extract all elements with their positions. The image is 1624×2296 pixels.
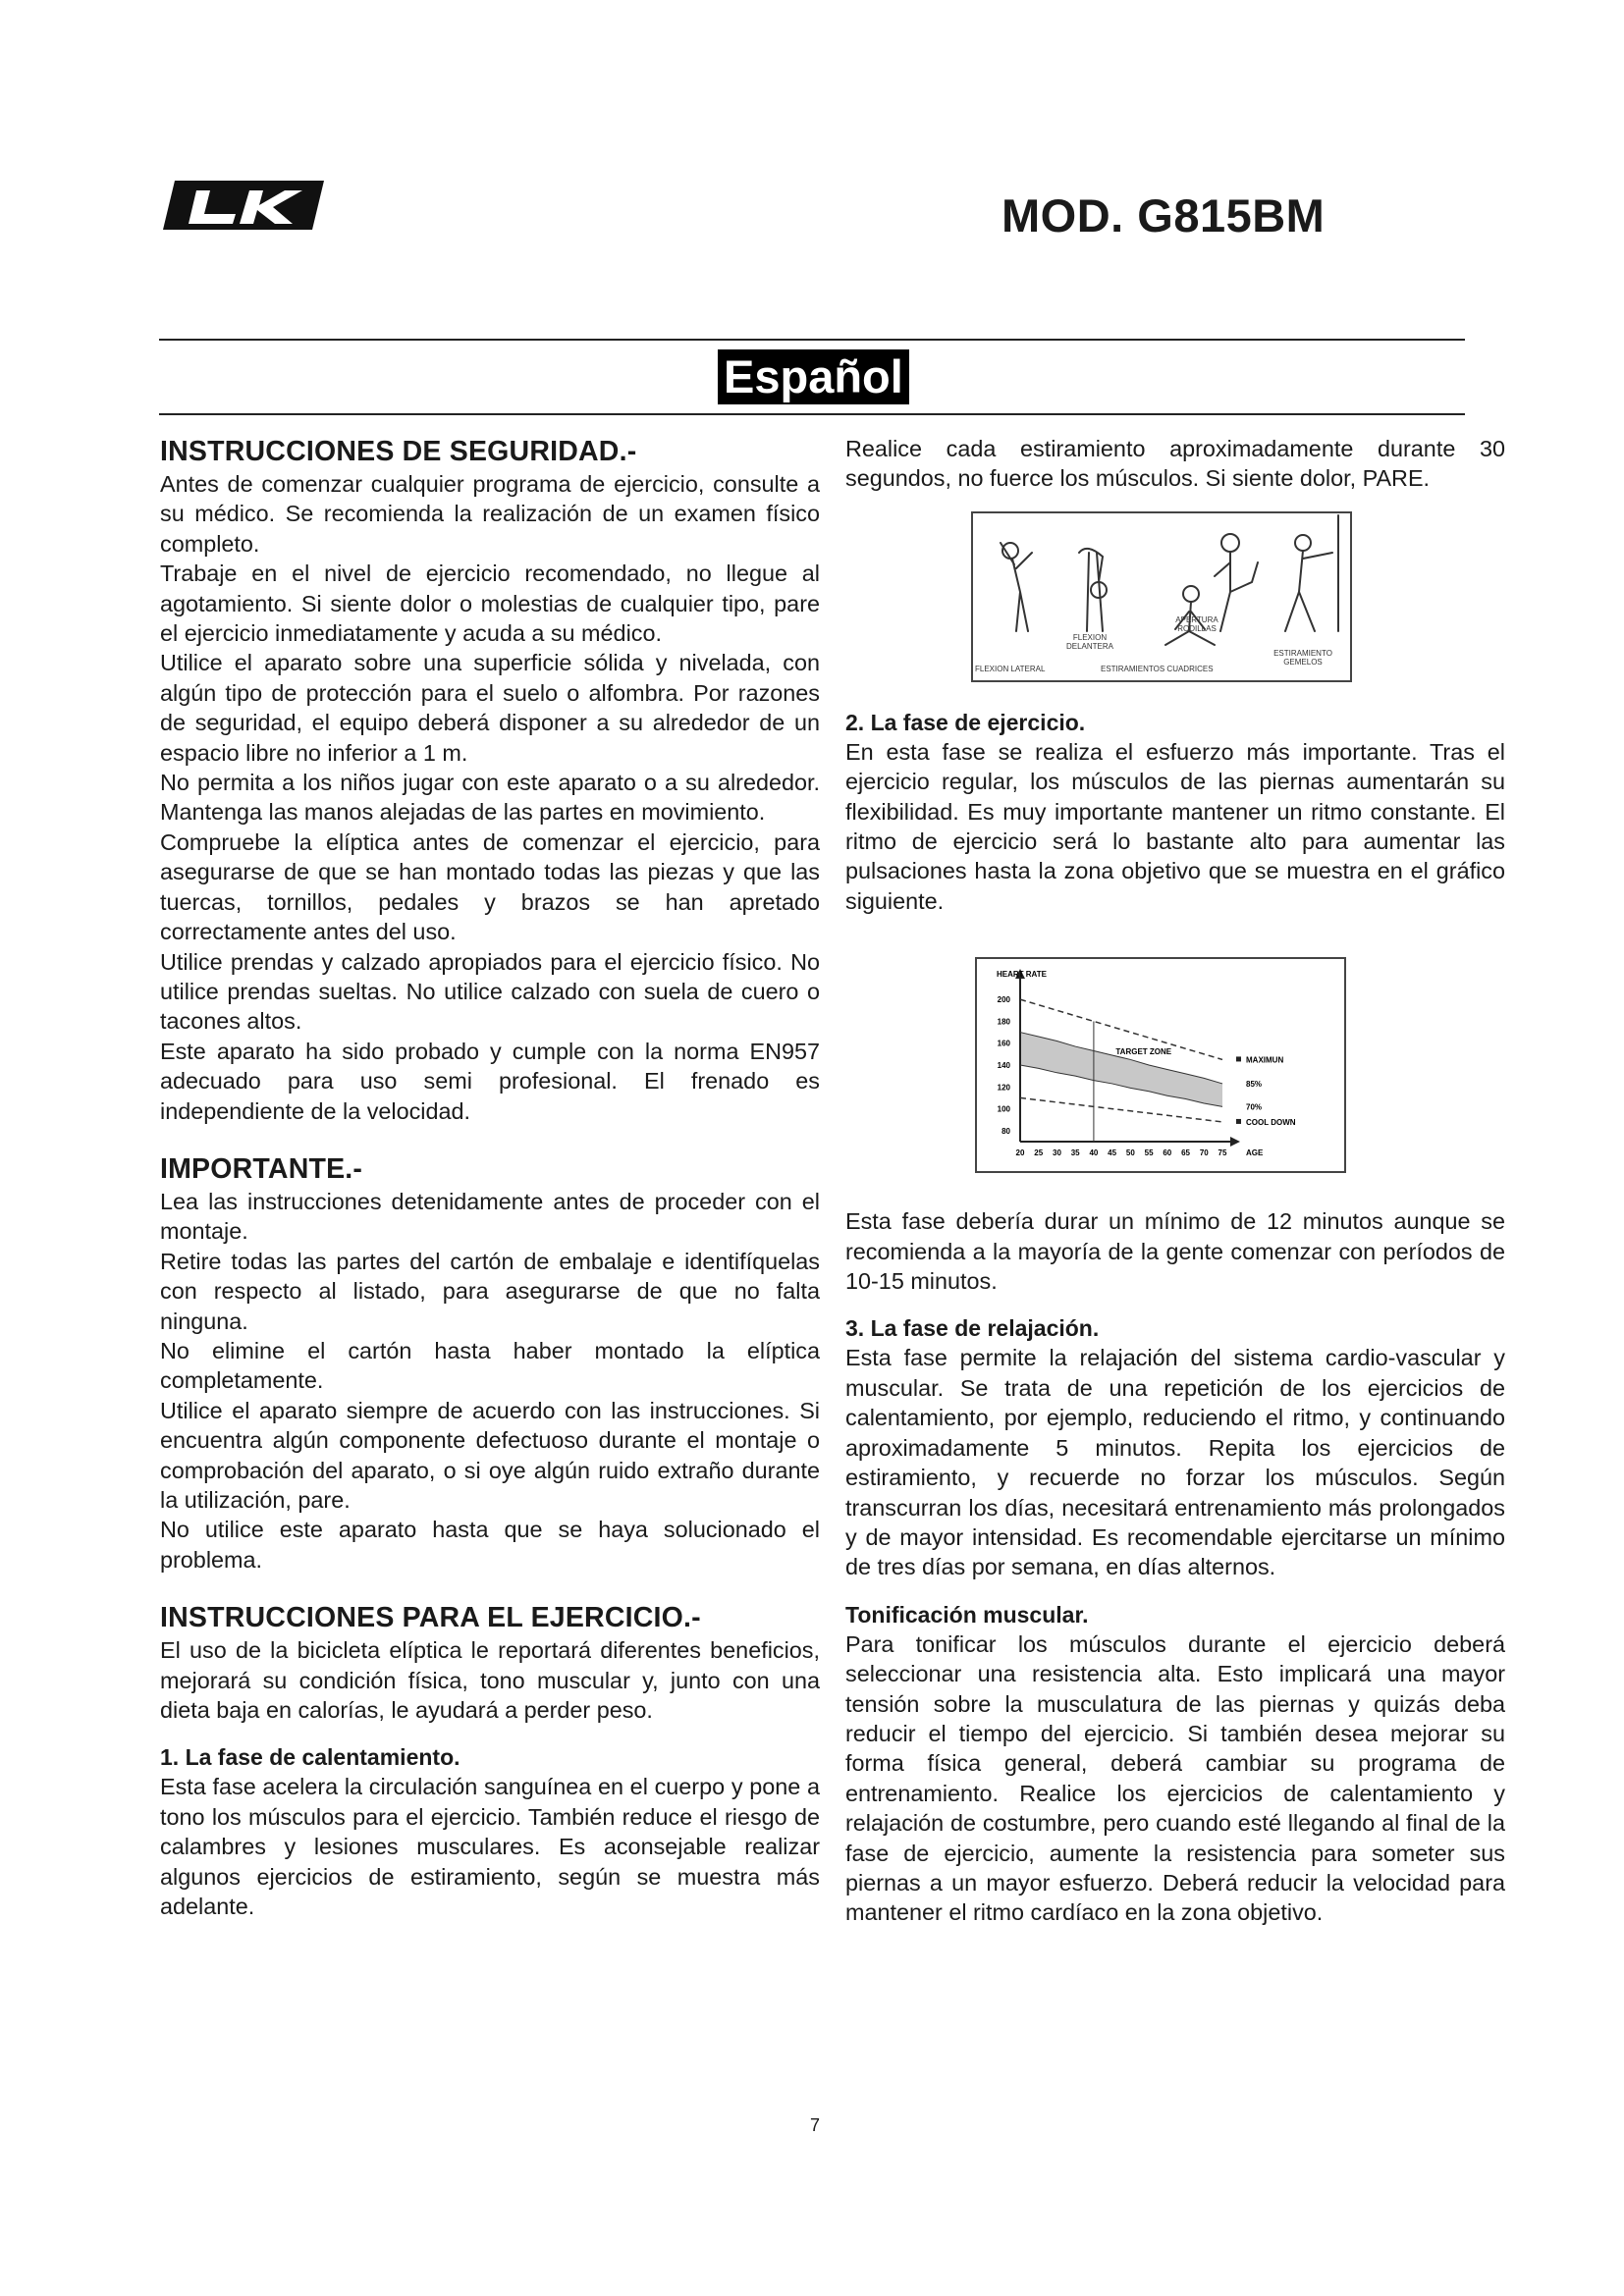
legend-marker: [1236, 1119, 1241, 1124]
series-label: MAXIMUN: [1246, 1055, 1284, 1065]
x-tick-label: 20: [1015, 1148, 1025, 1158]
safety-paragraph: Este aparato ha sido probado y cumple con la norma EN957 adecuado para uso semi profesional. El frenado es independiente de la velocidad.: [160, 1038, 820, 1124]
phase2-text: En esta fase se realiza el esfuerzo más importante. Tras el ejercicio regular, los músculos de las piernas aumentarán su flexibilidad. Es muy importante mantener un ritmo constante. El ritmo de ejercicio será lo bastante alto para aumentar las pulsaciones hasta la zona objetivo que se muestra en el gráfico siguiente.: [845, 738, 1505, 914]
series-label: 70%: [1246, 1102, 1263, 1112]
stretch-label-front: FLEXION DELANTERA: [1065, 632, 1113, 651]
important-paragraph: Utilice el aparato siempre de acuerdo con las instrucciones. Si encuentra algún componente defectuoso durante el montaje o comprobación del aparato, o si oye algún ruido extraño durante la utilización, pare.: [160, 1397, 820, 1513]
safety-paragraph: Utilice prendas y calzado apropiados para el ejercicio físico. No utilice prendas sueltas. No utilice calzado con suela de cuero o tacones altos.: [160, 948, 820, 1035]
stretch-label-calves: ESTIRAMIENTO GEMELOS: [1273, 648, 1332, 667]
important-title: IMPORTANTE.-: [160, 1152, 363, 1185]
important-paragraph: No utilice este aparato hasta que se haya solucionado el problema.: [160, 1517, 820, 1573]
phase3-text: Esta fase permite la relajación del sistema cardio-vascular y muscular. Se trata de una repetición de los ejercicios de calentamiento, por ejemplo, reduciendo el ritmo, y continuando aproximadamente 5 minutos. Repita los ejercicios de estiramiento, y recuerde no forzar los músculos. Según transcurran los días, necesitará entrenamiento más prolongados y de mayor intensidad. Es recomendable ejercitarse un mínimo de tres días por semana, en días alternos.: [845, 1345, 1505, 1580]
target-zone-band: [1020, 1033, 1222, 1107]
y-tick-label: 200: [997, 995, 1010, 1005]
safety-paragraph: Compruebe la elíptica antes de comenzar el ejercicio, para asegurarse de que se han montado todas las piezas y que las tuercas, tornillos, pedales y brazos se han apretado correctamente antes del uso.: [160, 828, 820, 945]
x-tick-label: 65: [1181, 1148, 1190, 1158]
y-tick-label: 100: [997, 1104, 1010, 1114]
top-divider: [159, 339, 1465, 341]
brand-logo: [159, 175, 328, 236]
x-tick-label: 40: [1089, 1148, 1099, 1158]
safety-paragraph: Utilice el aparato sobre una superficie sólida y nivelada, con algún tipo de protección para el suelo o alfombra. Por razones de seguridad, el equipo deberá disponer a su alrededor de un espacio libre no inferior a 1 m.: [160, 650, 820, 766]
stretch-intro: Realice cada estiramiento aproximadamente durante 30 segundos, no fuerce los músculos. Si siente dolor, PARE.: [845, 436, 1505, 492]
phase2-title: 2. La fase de ejercicio.: [845, 709, 1086, 735]
page-number: 7: [809, 2115, 820, 2135]
left-column: [160, 434, 820, 1921]
safety-paragraph: No permita a los niños jugar con este aparato o a su alrededor. Mantenga las manos alejadas de las partes en movimiento.: [160, 770, 820, 826]
toning-text: Para tonificar los músculos durante el ejercicio deberá seleccionar una resistencia alta. Esto implicará una mayor tensión sobre la musculatura de las piernas y quizás deba reducir el tiempo del ejercicio. Si también desea mejorar su forma física general, deberá cambiar su programa de entrenamiento. Realice los ejercicios de calentamiento y relajación de costumbre, pero cuando esté llegando al final de la fase de ejercicio, aumente la resistencia para someter sus piernas a un mayor esfuerzo. Deberá reducir la velocidad para mantener el ritmo cardíaco en la zona objetivo.: [845, 1630, 1505, 1926]
y-tick-label: 140: [997, 1061, 1010, 1071]
model-title: MOD. G815BM: [1001, 189, 1326, 241]
right-column: [845, 434, 1505, 1928]
safety-paragraph: Antes de comenzar cualquier programa de ejercicio, consulte a su médico. Se recomienda la realización de un examen físico completo.: [160, 471, 820, 557]
phase1-title: 1. La fase de calentamiento.: [160, 1744, 460, 1771]
series-label: COOL DOWN: [1246, 1118, 1296, 1128]
safety-paragraph: Trabaje en el nivel de ejercicio recomendado, no llegue al agotamiento. Si siente dolor o molestias de cualquier tipo, pare el ejercicio inmediatamente y acuda a su médico.: [160, 561, 820, 647]
stretch-label-lateral: FLEXION LATERAL: [975, 664, 1046, 673]
x-tick-label: 30: [1053, 1148, 1061, 1158]
toning-title: Tonificación muscular.: [845, 1601, 1089, 1628]
bottom-divider: [159, 413, 1465, 415]
y-tick-label: 80: [1001, 1127, 1010, 1137]
stretch-label-quads: ESTIRAMIENTOS CUADRICES: [1101, 664, 1214, 673]
x-axis-title: AGE: [1246, 1148, 1264, 1158]
important-paragraph: Retire todas las partes del cartón de embalaje e identifíquelas con respecto al listado, para asegurarse de que no falta ninguna.: [160, 1248, 820, 1334]
phase3-title: 3. La fase de relajación.: [845, 1315, 1100, 1342]
phase1-text: Esta fase acelera la circulación sanguínea en el cuerpo y pone a tono los músculos para el ejercicio. También reduce el riesgo de calambres y lesiones musculares. Es aconsejable realizar algunos ejercicios de estiramiento, según se muestra más adelante.: [160, 1774, 820, 1920]
important-paragraph: No elimine el cartón hasta haber montado la elíptica completamente.: [160, 1337, 820, 1394]
x-tick-label: 75: [1218, 1148, 1227, 1158]
heart-rate-chart-svg: [977, 959, 1344, 1171]
x-tick-label: 50: [1125, 1148, 1135, 1158]
x-axis-arrow: [1230, 1137, 1240, 1147]
x-tick-label: 70: [1199, 1148, 1209, 1158]
exercise-intro: El uso de la bicicleta elíptica le reportará diferentes beneficios, mejorará su condición física, tono muscular y, junto con una dieta baja en calorías, le ayudará a perder peso.: [160, 1637, 820, 1724]
x-tick-label: 25: [1034, 1148, 1044, 1158]
series-label: 85%: [1246, 1080, 1263, 1090]
safety-title: INSTRUCCIONES DE SEGURIDAD.-: [160, 436, 637, 467]
series-line-cool-down: [1020, 1098, 1222, 1123]
important-paragraph: Lea las instrucciones detenidamente antes de proceder con el montaje.: [160, 1188, 820, 1245]
exercise-title: INSTRUCCIONES PARA EL EJERCICIO.-: [160, 1602, 701, 1634]
x-tick-label: 60: [1163, 1148, 1172, 1158]
heart-rate-chart: [975, 957, 1346, 1173]
y-axis-title: HEART RATE: [997, 970, 1047, 980]
target-zone-label: TARGET ZONE: [1115, 1047, 1172, 1057]
y-tick-label: 160: [997, 1039, 1010, 1048]
stretching-illustration: [971, 511, 1352, 682]
x-tick-label: 35: [1070, 1148, 1080, 1158]
legend-marker: [1236, 1057, 1241, 1062]
x-tick-label: 45: [1108, 1148, 1117, 1158]
x-tick-label: 55: [1144, 1148, 1154, 1158]
y-tick-label: 180: [997, 1017, 1010, 1027]
phase2-duration: Esta fase debería durar un mínimo de 12 minutos aunque se recomienda a la mayoría de la gente comenzar con períodos de 10-15 minutos.: [845, 1208, 1505, 1295]
y-tick-label: 120: [997, 1083, 1010, 1093]
language-heading: Español: [718, 349, 909, 404]
stretch-label-knees: APERTURA RODILLAS: [1175, 614, 1218, 633]
